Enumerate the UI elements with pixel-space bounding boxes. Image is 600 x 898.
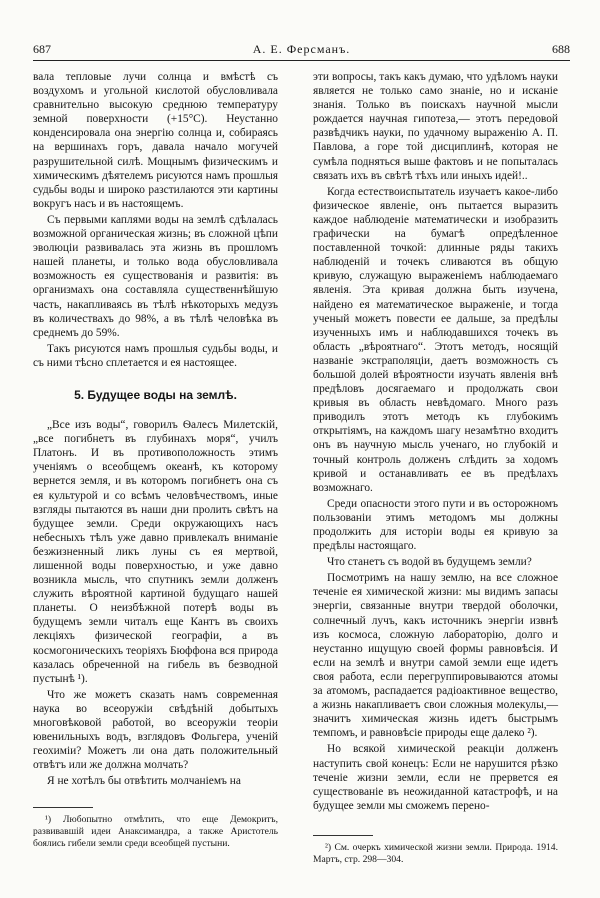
paragraph: Съ первыми каплями воды на землѣ сдѣлалась возможной органическая жизнь; въ сложной цѣпи эволюціи развивалась эта жизнь въ прошломъ нашей планеты, и только вода обусловливала возможность ея существованія и развитія: въ организмахъ она составляла существеннѣйшую часть, накапливаясь въ тѣлѣ нѣкоторыхъ медузъ въ количествахъ до 98%, а въ тѣлѣ человѣка въ среднемъ до 59%. (33, 213, 278, 339)
footnote-rule (33, 807, 93, 808)
paragraph: Я не хотѣлъ бы отвѣтить молчаніемъ на (47, 775, 241, 788)
paragraph: „Все изъ воды“, говорилъ Ѳалесъ Милетскій, „все погибнетъ въ глубинахъ моря“, училъ Платонъ. И въ противоположность этимъ ученіямъ о всеобщемъ океанѣ, къ которому вернется земля, и въ которомъ погибнетъ она съ ея культурой и со всѣмъ человѣчествомъ, иные взгляды пытаются въ наши дни пролить свѣтъ на будущее земли. Среди окружающихъ насъ небесныхъ тѣлъ уже давно привлекалъ вниманіе безжизненный ликъ луны съ ея мертвой, лишенной воды поверхностью, и уже давно возникла мысль, что спутникъ земли долженъ служить вѣроятной картиной будущаго нашей планеты. О неизбѣжной потерѣ воды въ будущемъ земли читалъ еще Кантъ въ своихъ лекціяхъ физической географіи, а въ космогоническихъ теоріяхъ Бюффона вся природа казалась обреченной на гибель въ безводной пустынѣ ¹). (33, 419, 278, 685)
paragraph: вала тепловые лучи солнца и вмѣстѣ съ воздухомъ и угольной кислотой обусловливала сравнительно высокую среднюю температуру земной поверхности (+15°С). Неустанно конденсировала она энергію солнца и, собираясь на вершинахъ горъ, давала начало могучей разрушительной силѣ. Мощнымъ физическимъ и химическимъ дѣятелемъ рисуются намъ прошлыя судьбы воды и широко разстилаются эти картины вокругъ насъ и въ настоящемъ. (33, 71, 278, 210)
paragraph: Что станетъ съ водой въ будущемъ земли? (327, 556, 532, 569)
page-number-left: 687 (33, 42, 51, 56)
paragraph: Когда естествоиспытатель изучаетъ какое-либо физическое явленіе, онъ пытается выразить каждое наблюденіе математически и изобразить графически на бумагѣ опредѣленное поставленной точкой: длинные ряды такихъ наблюденій и точекъ сливаются въ общую кривую, служащую выраженіемъ наблюдаемаго явленія. Эта кривая должна быть изучена, найдено ея математическое выраженіе, и тогда ученый можетъ повести ее дальше, за предѣлы изученныхъ имъ и наблюдавшихся точекъ въ область „вѣроятнаго“. Этотъ методъ, носящій названіе экстраполяціи, даетъ возможность съ большой долей вѣроятности изучать явленія внѣ предѣловъ досягаемаго и продолжать свои кривыя въ область невѣдомаго. Много разъ приводилъ этотъ методъ къ глубокимъ открытіямъ, на каждомъ шагу незамѣтно входитъ онъ въ научную мысль ученаго, но глубокій и точный контроль долженъ слѣдить за ходомъ кривой и останавливать ее въ предѣлахъ возможнаго. (313, 185, 558, 494)
right-column (313, 70, 558, 866)
paragraph: Что же можетъ сказать намъ современная наука во всеоружіи свѣдѣній добытыхъ многовѣковой работой, во всеоружіи теоріи ювенильныхъ водъ, взглядовъ Фольгера, ученій геохиміи? Можетъ ли она дать положительный отвѣтъ или же должна молчать? (33, 688, 278, 772)
paragraph: Но всякой химической реакціи долженъ наступить свой конецъ: Если не нарушится рѣзко теченіе жизни земли, если не прервется ея существованіе въ неожиданной катастрофѣ, и на будущее земли мы сможемъ перено- (313, 743, 558, 812)
running-title: А. Е. Ферсманъ. (252, 42, 351, 56)
section-heading: 5. Будущее воды на землѣ. (74, 387, 237, 402)
left-column (33, 70, 278, 850)
paragraph: Среди опасности этого пути и въ осторожномъ пользованіи этимъ методомъ мы должны продолжить для исторіи воды ея кривую за предѣлы настоящаго. (313, 497, 558, 553)
paragraph: Такъ рисуются намъ прошлыя судьбы воды, и съ ними тѣсно сплетается и ея настоящее. (33, 342, 278, 369)
footnote (313, 842, 558, 866)
paragraph: эти вопросы, такъ какъ думаю, что удѣломъ науки является не только само знаніе, но и исканіе знанія. Только въ поискахъ научной мысли рождается научная гипотеза,— этотъ передовой развѣдчикъ науки, по удачному выраженію А. П. Павлова, а горе той дисциплинѣ, которая не сумѣла подняться выше фактовъ и не попыталась связать ихъ въ свѣтѣ тѣхъ или иныхъ идей!.. (313, 71, 558, 182)
footnote-rule (313, 835, 373, 836)
footnote-text: ²) См. очеркъ химической жизни земли. Природа. 1914. Мартъ, стр. 298—304. (313, 841, 558, 865)
footnote-text: ¹) Любопытно отмѣтить, что еще Демокритъ, развивавшій идеи Анаксимандра, а также Аристотель боялись гибели земли среди всеобщей пустыни. (33, 813, 278, 849)
paragraph: Посмотримъ на нашу землю, на все сложное теченіе ея химической жизни: мы видимъ запасы энергіи, связанные внутри твердой оболочки, солнечный лучъ, какъ источникъ энергіи извнѣ изъ космоса, сложную лабораторію, долго и неустанно ищущую своей формы равновѣсія. И если на землѣ и внутри самой земли еще идетъ своя работа, если перегруппировываются атомы за атомомъ, распадается радіоактивное вещество, а жизнь накапливаетъ свои сложныя молекулы,—значитъ химическая жизнь идетъ быстрымъ темпомъ, и равновѣсіе природы еще далеко ²). (313, 572, 558, 740)
footnote (33, 814, 278, 850)
page-number-right: 688 (552, 42, 570, 56)
page-header (33, 40, 570, 61)
